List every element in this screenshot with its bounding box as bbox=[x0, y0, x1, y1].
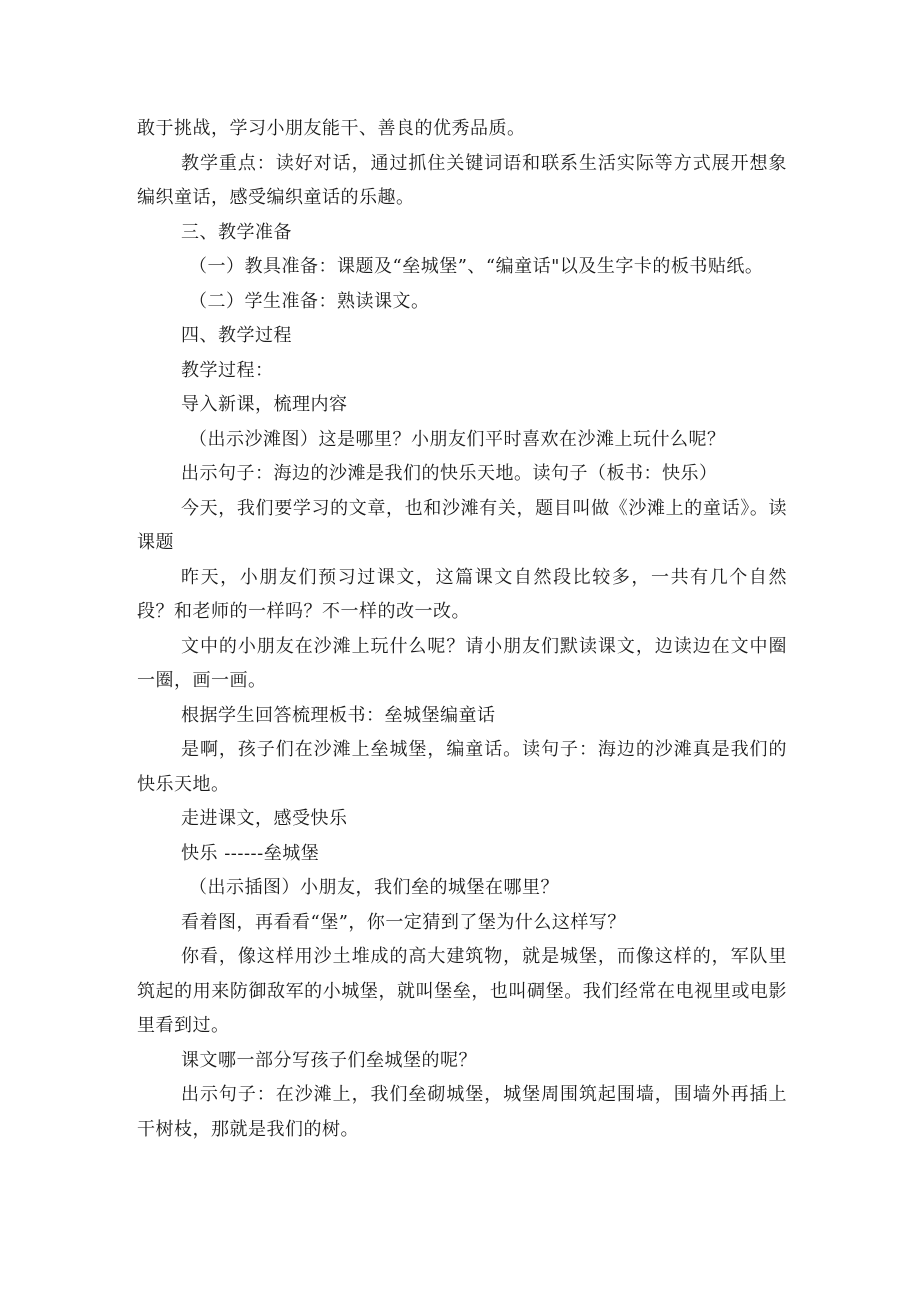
paragraph-2: 教学重点：读好对话，通过抓住关键词语和联系生活实际等方式展开想象编织童话，感受编织童话的乐趣。 bbox=[137, 152, 787, 208]
paragraph-9: （出示沙滩图）这是哪里？小朋友们平时喜欢在沙滩上玩什么呢？ bbox=[189, 428, 726, 450]
paragraph-7: 教学过程： bbox=[181, 359, 274, 381]
paragraph-12: 昨天，小朋友们预习过课文，这篇课文自然段比较多，一共有几个自然段？和老师的一样吗？不一样的改一改。 bbox=[137, 566, 787, 622]
document-body bbox=[137, 112, 787, 1147]
paragraph-21: 课文哪一部分写孩子们垒城堡的呢？ bbox=[181, 1049, 477, 1071]
paragraph-18: （出示插图）小朋友，我们垒的城堡在哪里？ bbox=[189, 877, 559, 898]
section-heading-3: 三、教学准备 bbox=[181, 221, 292, 243]
paragraph-10: 出示句子：海边的沙滩是我们的快乐天地。读句子（板书：快乐） bbox=[181, 463, 718, 484]
paragraph-5: （二）学生准备：熟读课文。 bbox=[189, 290, 430, 312]
paragraph-20: 你看，像这样用沙土堆成的高大建筑物，就是城堡，而像这样的，军队里筑起的用来防御敌军的小城堡，就叫堡垒，也叫碉堡。我们经常在电视里或电影里看到过。 bbox=[137, 946, 787, 1036]
paragraph-11: 今天，我们要学习的文章，也和沙滩有关，题目叫做《沙滩上的童话》。读课题 bbox=[137, 497, 787, 553]
paragraph-16: 走进课文，感受快乐 bbox=[181, 808, 348, 829]
paragraph-14: 根据学生回答梳理板书：垒城堡编童话 bbox=[181, 704, 496, 726]
paragraph-19: 看着图，再看看“堡”，你一定猜到了堡为什么这样写？ bbox=[181, 911, 626, 933]
paragraph-4: （一）教具准备：课题及“垒城堡”、“编童话"以及生字卡的板书贴纸。 bbox=[189, 256, 764, 277]
paragraph-1: 敢于挑战，学习小朋友能干、善良的优秀品质。 bbox=[137, 118, 526, 139]
paragraph-13: 文中的小朋友在沙滩上玩什么呢？请小朋友们默读课文，边读边在文中圈一圈，画一画。 bbox=[137, 635, 787, 691]
section-heading-4: 四、教学过程 bbox=[181, 325, 292, 346]
paragraph-17: 快乐 ------垒城堡 bbox=[181, 842, 320, 864]
paragraph-8: 导入新课，梳理内容 bbox=[181, 394, 348, 415]
paragraph-22: 出示句子：在沙滩上，我们垒砌城堡，城堡周围筑起围墙，围墙外再插上干树枝，那就是我们的树。 bbox=[137, 1084, 787, 1140]
paragraph-15: 是啊，孩子们在沙滩上垒城堡，编童话。读句子：海边的沙滩真是我们的快乐天地。 bbox=[137, 739, 787, 795]
